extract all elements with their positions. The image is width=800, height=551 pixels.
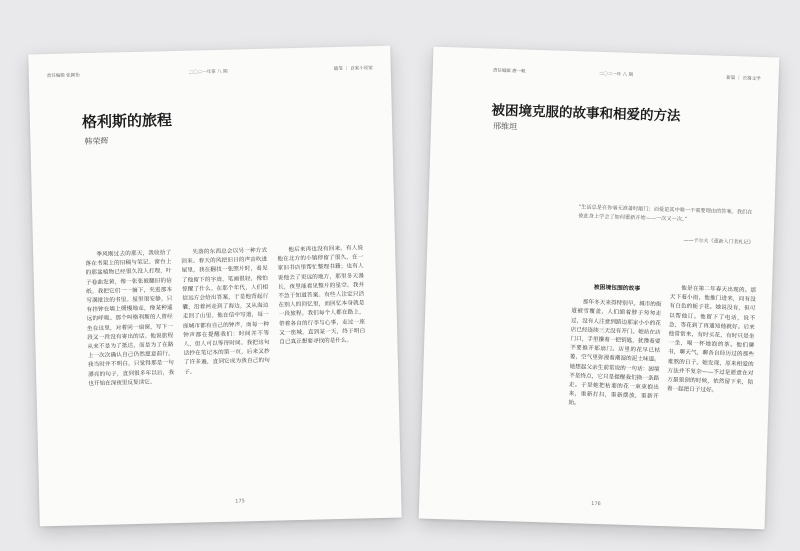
- epigraph: “生活总是在你毫无准备时敲门；而爱是其中唯一不需要理由的答案。我们在彼此身上学会了如何重新开始——一次又一次。”: [578, 204, 753, 223]
- text-column-1: 季风刚过去的那天，我收拾了落在书架上的旧稿与笔记。窗台上的那盆植物已经很久没人打理，叶子卷曲发黄，像一张张被翻旧的信纸。我把它们一一摘下，夹进那本写满批注的书里。屋里很安静，只有挂钟在墙上缓慢地走，像某种遥远的呼吸。那个叫格利斯的人曾经坐在这里，对着同一扇窗，写下一段又一段没有寄出的话。他说旅程从来不是为了抵达，而是为了在路上一次次确认自己仍然愿意前行。我当时并不明白，只觉得那是一句漂亮的句子，直到很多年以后，我也开始在深夜里反复读它。: [85, 250, 175, 387]
- text-column-1: 被困境包围的故事 那年冬天来得特别早。城市的街道被雪覆盖，人们缩着脖子匆匆走过，没有人注意到路边那家小小的花店已经连续三天没有开门。她站在店门口，手里攥着一把钥匙，犹豫着要不要推开那扇门。店里的花早已枯萎，空气里弥漫着潮湿的泥土味道。她想起父亲生前常说的一句话：困境不是终点，它只是提醒我们换一条路走。于是她把枯萎的花一束束抱出来，重新打扫，重新摆放，重新开始。: [568, 284, 662, 407]
- article-title: 格利斯的旅程: [81, 111, 173, 132]
- article-title: 被困境克服的故事和相爱的方法: [491, 102, 681, 125]
- header-left: 责任编辑 张颖怡: [46, 73, 80, 80]
- right-page: [419, 47, 780, 530]
- header-center: 二〇二一年第 八 期: [188, 69, 228, 76]
- text-column-3: 他后来再也没有回来。有人说他在北方的小镇停留了很久，在一家旧书店里帮忙整理书籍；也有人说他去了更远的地方，那里冬天漫长，夜里能看见整片的星空。我并不急于知道答案。有些人注定只活在别人的回忆里，而回忆本身就是一段旅程。我们每个人都在路上，带着各自的行李与心事，走过一座又一座城，直到某一天，终于明白自己真正想要寻找的是什么。: [277, 245, 366, 346]
- left-page: [28, 46, 401, 527]
- text-column-2: 他是在第二年春天出现的。那天下着小雨，他推门进来，问有没有白色的栀子花。她说没有，但可以帮他订。他留下了电话，说不急，等花到了再通知他就好。后来他常常来，有时买花，有时只是坐一坐，喝一杯她泡的茶。他们聊书，聊天气，聊各自经历过的那些难熬的日子。她发现，原来相爱的方法并不复杂——不过是愿意在对方最狼狈的时候，依然留下来，陪着一起把日子过好。: [666, 285, 757, 394]
- page-number: 176: [591, 500, 601, 508]
- section-heading: 被困境包围的故事: [593, 284, 641, 293]
- header-right: 随笔 ｜ 百家小说馆: [333, 66, 373, 73]
- article-author: 韩荣辉: [84, 136, 109, 147]
- epigraph-source: ——卡尔夫《重新入门者札记》: [683, 237, 754, 246]
- text-column-2: 失落的东西总会以另一种方式回来。春天的风把旧日的声音吹进屋里，我在翻找一张照片时，看见了他留下的字迹，笔画很轻，像怕惊醒了什么。在那个年代，人们相信远方会给出答案，于是他背起行囊，沿着河走到了海边，又从海边走回了山里。他在信中写道，每一座城市都有自己的钟声，而每一种钟声都在提醒我们：时间并不等人，但人可以等待时间。我把这句话抄在笔记本的第一页，后来又抄了许多遍，直到它成为我自己的句子。: [181, 247, 270, 376]
- header-right: 新篇 ｜ 长篇文学: [726, 75, 761, 82]
- header-center: 二〇二一年 八 期: [598, 71, 634, 78]
- page-number: 175: [235, 498, 245, 505]
- header-left: 责任编辑 唐一帆: [492, 68, 526, 75]
- article-author: 邢维坦: [492, 121, 518, 132]
